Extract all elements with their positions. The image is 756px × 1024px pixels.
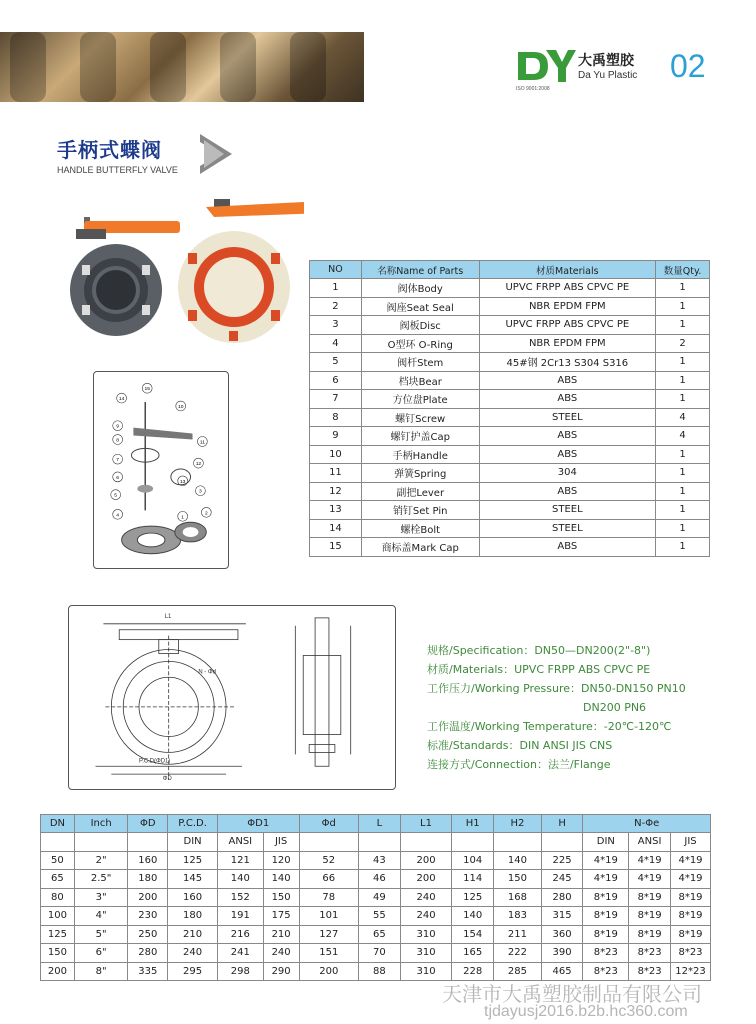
- dims-cell: 465: [541, 962, 583, 981]
- dims-cell: 55: [359, 907, 401, 926]
- dims-cell: 46: [359, 870, 401, 889]
- dims-cell: 200: [400, 851, 452, 870]
- table-row: [310, 445, 710, 464]
- dims-cell: 183: [494, 907, 542, 926]
- callout-number: 14: [118, 397, 125, 403]
- dims-cell: 101: [299, 907, 359, 926]
- part-material: UPVC FRPP ABS CPVC PE: [479, 279, 656, 298]
- dims-cell: 160: [168, 888, 218, 907]
- brand-name-cn: 大禹塑胶: [578, 53, 634, 69]
- spec-temperature: 工作温度/Working Temperature：-20℃-120℃: [427, 720, 672, 733]
- dims-cell: 66: [299, 870, 359, 889]
- dims-cell: 8*23: [583, 962, 629, 981]
- callout-number: 7: [116, 458, 120, 464]
- dims-cell: 78: [299, 888, 359, 907]
- callout-number: 11: [199, 440, 205, 446]
- dims-cell: 222: [494, 944, 542, 963]
- dims-cell: 8": [74, 962, 128, 981]
- part-no: 13: [310, 501, 362, 520]
- dims-cell: 70: [359, 944, 401, 963]
- table-row: [41, 870, 711, 889]
- col-n-e: N-Φe: [583, 815, 711, 833]
- part-qty: 1: [656, 482, 710, 501]
- cream-valve-image: [178, 199, 304, 343]
- dims-cell: 8*19: [629, 907, 671, 926]
- table-row: [310, 538, 710, 557]
- part-name: 方位盘Plate: [361, 390, 479, 409]
- part-name: 螺栓Bolt: [361, 519, 479, 538]
- dims-cell: 191: [217, 907, 263, 926]
- dims-cell: 8*23: [671, 944, 711, 963]
- part-qty: 1: [656, 445, 710, 464]
- part-material: STEEL: [479, 408, 656, 427]
- dims-cell: 298: [217, 962, 263, 981]
- dims-cell: 152: [217, 888, 263, 907]
- part-name: 阀板Disc: [361, 316, 479, 335]
- part-material: ABS: [479, 427, 656, 446]
- part-qty: 1: [656, 501, 710, 520]
- part-qty: 1: [656, 538, 710, 557]
- callout-number: 5: [114, 493, 118, 499]
- part-name: 螺钉Screw: [361, 408, 479, 427]
- part-name: 弹簧Spring: [361, 464, 479, 483]
- dims-cell: 285: [494, 962, 542, 981]
- table-row: [310, 279, 710, 298]
- col-l1: L1: [400, 815, 452, 833]
- dims-cell: 250: [128, 925, 168, 944]
- table-row: [41, 851, 711, 870]
- dims-cell: 65: [359, 925, 401, 944]
- table-row: [310, 427, 710, 446]
- part-qty: 1: [656, 279, 710, 298]
- dims-cell: 3": [74, 888, 128, 907]
- part-no: 1: [310, 279, 362, 298]
- col-d: Φd: [299, 815, 359, 833]
- dims-cell: 310: [400, 925, 452, 944]
- col-h: H: [541, 815, 583, 833]
- dims-cell: 360: [541, 925, 583, 944]
- table-row: [41, 907, 711, 926]
- sub-pcd-jis: JIS: [263, 833, 299, 852]
- dims-cell: 8*19: [671, 925, 711, 944]
- col-materials: 材质Materials: [479, 261, 656, 279]
- dims-cell: 8*19: [671, 888, 711, 907]
- dims-cell: 295: [168, 962, 218, 981]
- callout-number: 6: [116, 475, 120, 481]
- watermark-url: tjdayusj2016.b2b.hc360.com: [484, 1003, 688, 1020]
- col-inch: Inch: [74, 815, 128, 833]
- col-pcd: P.C.D.: [168, 815, 218, 833]
- dims-cell: 125: [41, 925, 75, 944]
- table-row: [310, 297, 710, 316]
- l1-label: L1: [164, 613, 172, 620]
- callout-number: 3: [199, 489, 202, 495]
- brand-name-en: Da Yu Plastic: [578, 70, 638, 81]
- dims-cell: 4*19: [583, 870, 629, 889]
- dims-cell: 280: [128, 944, 168, 963]
- dims-cell: 200: [128, 888, 168, 907]
- dims-cell: 5": [74, 925, 128, 944]
- dims-cell: 216: [217, 925, 263, 944]
- dims-cell: 180: [128, 870, 168, 889]
- part-qty: 1: [656, 390, 710, 409]
- part-material: UPVC FRPP ABS CPVC PE: [479, 316, 656, 335]
- dims-cell: 180: [168, 907, 218, 926]
- dims-cell: 228: [452, 962, 494, 981]
- dims-cell: 160: [128, 851, 168, 870]
- dims-cell: 114: [452, 870, 494, 889]
- dims-cell: 4*19: [583, 851, 629, 870]
- table-row: [41, 944, 711, 963]
- dims-cell: 240: [400, 907, 452, 926]
- part-no: 3: [310, 316, 362, 335]
- dims-cell: 245: [541, 870, 583, 889]
- part-material: ABS: [479, 371, 656, 390]
- callout-number: 1: [181, 515, 185, 521]
- part-material: ABS: [479, 538, 656, 557]
- iso-label: ISO 9001:2008: [516, 86, 550, 92]
- dims-cell: 8*19: [629, 925, 671, 944]
- dims-cell: 125: [168, 851, 218, 870]
- part-name: O型环 O-Ring: [361, 334, 479, 353]
- table-row: [310, 464, 710, 483]
- part-material: STEEL: [479, 519, 656, 538]
- exploded-parts-diagram: [93, 371, 229, 569]
- part-no: 11: [310, 464, 362, 483]
- part-material: ABS: [479, 445, 656, 464]
- spec-specification: 规格/Specification：DN50—DN200(2"-8"): [427, 644, 651, 657]
- part-name: 阀座Seat Seal: [361, 297, 479, 316]
- table-row: [310, 519, 710, 538]
- dims-cell: 154: [452, 925, 494, 944]
- part-no: 5: [310, 353, 362, 372]
- dims-cell: 241: [217, 944, 263, 963]
- dims-cell: 4*19: [629, 851, 671, 870]
- table-row: [310, 353, 710, 372]
- part-no: 12: [310, 482, 362, 501]
- part-qty: 1: [656, 464, 710, 483]
- part-qty: 4: [656, 427, 710, 446]
- table-row: [41, 888, 711, 907]
- part-no: 2: [310, 297, 362, 316]
- sub-ne-jis: JIS: [671, 833, 711, 852]
- dims-subheader-row: [41, 833, 711, 852]
- col-d1: ΦD1: [217, 815, 299, 833]
- dimension-drawing: [68, 605, 396, 790]
- part-material: NBR EPDM FPM: [479, 297, 656, 316]
- dims-cell: 8*19: [629, 888, 671, 907]
- col-od: ΦD: [128, 815, 168, 833]
- dims-cell: 210: [168, 925, 218, 944]
- dims-cell: 2.5": [74, 870, 128, 889]
- part-material: 304: [479, 464, 656, 483]
- part-name: 档块Bear: [361, 371, 479, 390]
- header-banner-photo: [0, 32, 364, 102]
- dims-cell: 335: [128, 962, 168, 981]
- dims-cell: 125: [452, 888, 494, 907]
- part-name: 商标盖Mark Cap: [361, 538, 479, 557]
- od-label: ΦD: [162, 776, 172, 783]
- watermark-company: 天津市大禹塑胶制品有限公司: [442, 982, 702, 1006]
- callout-number: 4: [116, 513, 120, 519]
- part-name: 手柄Handle: [361, 445, 479, 464]
- valve-product-photos: [64, 195, 304, 355]
- dims-cell: 151: [299, 944, 359, 963]
- dims-cell: 211: [494, 925, 542, 944]
- dims-cell: 100: [41, 907, 75, 926]
- spec-connection: 连接方式/Connection：法兰/Flange: [427, 758, 611, 771]
- dims-cell: 104: [452, 851, 494, 870]
- table-row: [310, 482, 710, 501]
- dims-cell: 240: [263, 944, 299, 963]
- col-name: 名称Name of Parts: [361, 261, 479, 279]
- dims-cell: 150: [263, 888, 299, 907]
- part-name: 阀杆Stem: [361, 353, 479, 372]
- dims-cell: 210: [263, 925, 299, 944]
- dims-cell: 150: [494, 870, 542, 889]
- part-material: STEEL: [479, 501, 656, 520]
- dims-cell: 310: [400, 944, 452, 963]
- col-no: NO: [310, 261, 362, 279]
- parts-table-header: [310, 261, 710, 279]
- specifications-block: [427, 641, 686, 774]
- col-h1: H1: [452, 815, 494, 833]
- dims-cell: 140: [494, 851, 542, 870]
- page-title-cn: 手柄式蝶阀: [57, 138, 162, 162]
- dims-cell: 225: [541, 851, 583, 870]
- dims-cell: 230: [128, 907, 168, 926]
- dims-cell: 88: [359, 962, 401, 981]
- part-no: 6: [310, 371, 362, 390]
- callout-number: 12: [195, 462, 202, 468]
- part-material: NBR EPDM FPM: [479, 334, 656, 353]
- dims-cell: 140: [217, 870, 263, 889]
- dims-cell: 240: [400, 888, 452, 907]
- sub-ne-ansi: ANSI: [629, 833, 671, 852]
- dims-cell: 12*23: [671, 962, 711, 981]
- callout-number: 10: [177, 404, 184, 410]
- spec-standards: 标准/Standards：DIN ANSI JIS CNS: [427, 739, 613, 752]
- dims-cell: 4*19: [629, 870, 671, 889]
- col-h2: H2: [494, 815, 542, 833]
- dimensions-table: [40, 814, 711, 981]
- dims-cell: 8*19: [583, 907, 629, 926]
- dims-cell: 200: [41, 962, 75, 981]
- part-no: 15: [310, 538, 362, 557]
- dims-cell: 175: [263, 907, 299, 926]
- dims-cell: 310: [400, 962, 452, 981]
- parts-table: [309, 260, 710, 557]
- callout-number: 13: [179, 479, 186, 485]
- table-row: [310, 408, 710, 427]
- callout-number: 15: [144, 387, 150, 393]
- dims-cell: 290: [263, 962, 299, 981]
- dims-cell: 315: [541, 907, 583, 926]
- part-no: 4: [310, 334, 362, 353]
- table-row: [310, 334, 710, 353]
- dims-cell: 4*19: [671, 870, 711, 889]
- col-qty: 数量Qty.: [656, 261, 710, 279]
- part-material: ABS: [479, 482, 656, 501]
- part-name: 销钉Set Pin: [361, 501, 479, 520]
- sub-pcd-ansi: ANSI: [217, 833, 263, 852]
- spec-pressure: 工作压力/Working Pressure：DN50-DN150 PN10: [427, 682, 686, 695]
- sub-pcd-din: DIN: [168, 833, 218, 852]
- part-material: 45#钢 2Cr13 S304 S316: [479, 353, 656, 372]
- col-dn: DN: [41, 815, 75, 833]
- part-no: 7: [310, 390, 362, 409]
- dims-header-row: [41, 815, 711, 833]
- part-qty: 4: [656, 408, 710, 427]
- part-no: 14: [310, 519, 362, 538]
- dims-cell: 168: [494, 888, 542, 907]
- dims-cell: 80: [41, 888, 75, 907]
- dims-cell: 8*23: [629, 962, 671, 981]
- part-material: ABS: [479, 390, 656, 409]
- dims-cell: 65: [41, 870, 75, 889]
- pcd-label: P.C.D(ΦD1): [139, 758, 171, 765]
- spec-materials: 材质/Materials：UPVC FRPP ABS CPVC PE: [427, 663, 651, 676]
- dims-cell: 120: [263, 851, 299, 870]
- dayu-logo-icon: [516, 46, 578, 86]
- dims-cell: 280: [541, 888, 583, 907]
- col-l: L: [359, 815, 401, 833]
- dims-cell: 6": [74, 944, 128, 963]
- grey-valve-image: [70, 217, 180, 336]
- part-qty: 1: [656, 353, 710, 372]
- callout-number: 9: [116, 424, 120, 430]
- part-qty: 1: [656, 519, 710, 538]
- dims-cell: 200: [299, 962, 359, 981]
- dims-cell: 165: [452, 944, 494, 963]
- dims-cell: 43: [359, 851, 401, 870]
- dims-cell: 8*23: [629, 944, 671, 963]
- dims-cell: 150: [41, 944, 75, 963]
- dims-cell: 145: [168, 870, 218, 889]
- page-number: 02: [670, 48, 706, 84]
- dims-cell: 390: [541, 944, 583, 963]
- part-qty: 2: [656, 334, 710, 353]
- dims-cell: 121: [217, 851, 263, 870]
- spec-pressure-dn200: DN200 PN6: [583, 701, 647, 714]
- part-no: 10: [310, 445, 362, 464]
- table-row: [310, 390, 710, 409]
- part-name: 螺钉护盖Cap: [361, 427, 479, 446]
- dims-cell: 8*19: [583, 925, 629, 944]
- dims-cell: 240: [168, 944, 218, 963]
- dims-cell: 50: [41, 851, 75, 870]
- table-row: [310, 316, 710, 335]
- callout-number: 8: [116, 438, 120, 444]
- dims-cell: 8*19: [671, 907, 711, 926]
- part-name: 阀体Body: [361, 279, 479, 298]
- dims-cell: 127: [299, 925, 359, 944]
- dims-cell: 2": [74, 851, 128, 870]
- dims-cell: 4": [74, 907, 128, 926]
- part-no: 8: [310, 408, 362, 427]
- dims-cell: 52: [299, 851, 359, 870]
- dims-cell: 4*19: [671, 851, 711, 870]
- table-row: [41, 925, 711, 944]
- part-qty: 1: [656, 316, 710, 335]
- n-od-label: N - Φd: [198, 669, 216, 676]
- dims-cell: 200: [400, 870, 452, 889]
- page-title-en: HANDLE BUTTERFLY VALVE: [57, 165, 178, 175]
- part-qty: 1: [656, 297, 710, 316]
- part-qty: 1: [656, 371, 710, 390]
- dims-cell: 140: [263, 870, 299, 889]
- dims-cell: 8*19: [583, 888, 629, 907]
- dims-cell: 8*23: [583, 944, 629, 963]
- dims-cell: 49: [359, 888, 401, 907]
- part-no: 9: [310, 427, 362, 446]
- table-row: [310, 371, 710, 390]
- sub-ne-din: DIN: [583, 833, 629, 852]
- table-row: [310, 501, 710, 520]
- part-name: 副把Lever: [361, 482, 479, 501]
- dims-cell: 140: [452, 907, 494, 926]
- chevron-right-icon: [196, 132, 236, 176]
- callout-number: 2: [204, 511, 208, 517]
